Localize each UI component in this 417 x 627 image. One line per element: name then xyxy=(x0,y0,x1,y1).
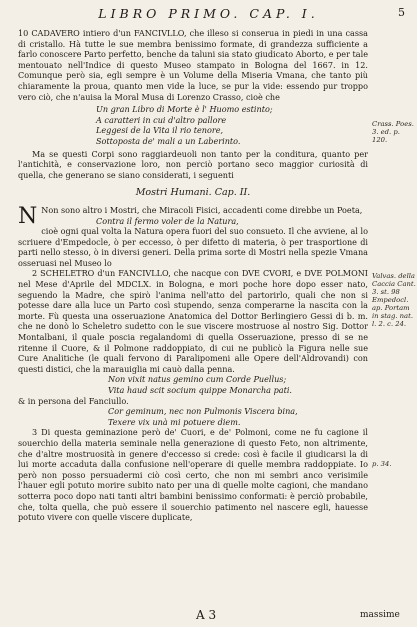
catchword: massime xyxy=(360,610,400,620)
verse-line: Sottoposta de' mali a un Laberinto. xyxy=(96,135,241,146)
signature-mark: A 3 xyxy=(196,608,217,622)
verse-line: Un gran Libro di Morte è l' Huomo estinto; xyxy=(96,104,273,115)
verse-block-1 xyxy=(18,104,368,146)
marginal-note: p. 34. xyxy=(372,460,392,468)
running-header xyxy=(0,6,417,24)
drop-cap: N xyxy=(18,203,38,229)
verse-block-3 xyxy=(18,406,368,427)
paragraph-3-text: Non sono altro i Mostri, che Miracoli Fisici, accadenti come direbbe un Poeta, xyxy=(41,204,363,215)
paragraph-4: cioè ogni qual volta la Natura opera fuori del suo consueto. Il che avviene, al lo scriuere d'Empedocle, ò per eccesso, ò per difetto di materia, ò per trasportione di parti nello stesso, ò in diversi generi. Della prima sorte di Mostri nella spezie Vmana osseruasi nel Museo lo xyxy=(18,226,368,268)
running-title: LIBRO PRIMO. CAP. I. xyxy=(98,6,319,21)
verse-block-2 xyxy=(18,374,368,395)
verse-line: Vita haud scit socium quippe Monarcha pati. xyxy=(108,385,292,395)
marginal-note: Crass. Poes. 3. ed. p. 120. xyxy=(372,120,414,144)
verse-line: Texere vix unà mi potuere diem. xyxy=(108,416,241,427)
paragraph-5: 2 SCHELETRO d'un FANCIVLLO, che nacque con DVE CVORI, e DVE POLMONI nel Mese d'Aprile del MDCLX. in Bologna, e mori poche hore dopo esser nato, seguendo la Madre, che spirò l'anima nell'atto del partorirlo, quali che non si potesse dare alla luce un Parto così stupendo, senza comperarne la nascita con la morte. Fù questa una osseruazione Anatomica del Dottor Berlingiero Gessi di b. m. che ne donò lo Scheletro sudetto con le sue viscere mostruose al nostro Sig. Dottor Montalbani, il quale poscia regalandomi di quella Osseruazione, presso di se ne ritenne il Cuore, & il Polmone raddoppiato, di cui ne publicò la Figura nelle sue Cure Analitiche (le quali fervono di Paralipomeni alle Opere dell'Aldrovandi) con questi distici, che la marauiglia mi cauò dalla penna. xyxy=(18,268,368,374)
page-body xyxy=(18,28,368,523)
verse-line: Non vixit natus gemino cum Corde Puellus; xyxy=(108,374,287,385)
verse-line: A caratteri in cui d'altro pallore xyxy=(96,114,227,125)
paragraph-7: 3 Di questa geminazione però de' Cuori, e de' Polmoni, come ne fu cagione il souerchio della materia seminale nella generazione di questo Feto, non altrimente, che d'altre mostruosità in genere d'eccesso si crede: così è facile il giudicarsi la di lui morte accaduta dalla confusione nell'operare di quelle membra raddoppiate. Io però non posso persuadermi ciò così certo, che non mi sembri anco verisimile l'hauer egli potuto morire subito nato per una di quelle molte cagioni, che mandano sotterra poco dopo nati tanti altri bambini benissimo conformati: è perciò probabile, che, tolta quella, che può essere il souerchio patimento nel nascere egli, hauesse potuto vivere con quelle viscere duplicate, xyxy=(18,427,368,523)
paragraph-2: Ma se questi Corpi sono raggiardeuoli non tanto per la conditura, quanto per l'antichità, e conservazione loro, non perciò portano seco maggior curiosità di quella, che generano se siano considerati, i seguenti xyxy=(18,148,368,180)
paragraph-6: & in persona del Fanciullo. xyxy=(18,395,129,406)
page-number: 5 xyxy=(398,6,405,19)
verse-line: Leggesi de la Vita il rio tenore, xyxy=(96,125,224,136)
verse-line: Contra il fermo voler de la Natura, xyxy=(96,215,239,226)
paragraph-1: 10 CADAVERO intiero d'un FANCIVLLO, che illeso si conserua in piedi in una cassa di cristallo. Hà tutte le sue membra benissimo formate, di grandezza sufficiente a farlo conoscere Parto perfetto, benche da taluni sia stato giudicato Aborto, e per tale mentouato nell'Indice di questo Museo stampato in Bologna del 1667. in 12. Comunque però sia, egli sempre è un Volume della Miseria Vmana, che tanto più chiaramente la proua, quanto men vide la luce, se pur la vide: essendo pur troppo vero ciò, che n'auisa la Moral Musa di Lorenzo Crasso, cioè che xyxy=(18,28,368,102)
section-title: Mostri Humani. Cap. II. xyxy=(135,187,251,199)
verse-line: Cor geminum, nec non Pulmonis Viscera bina, xyxy=(108,406,298,417)
marginal-note: Valvas. della Caccia Cant. 3. st. 98 Empedocl. ap. Portam in stag. nat. l. 2. c. 24. xyxy=(372,272,416,328)
